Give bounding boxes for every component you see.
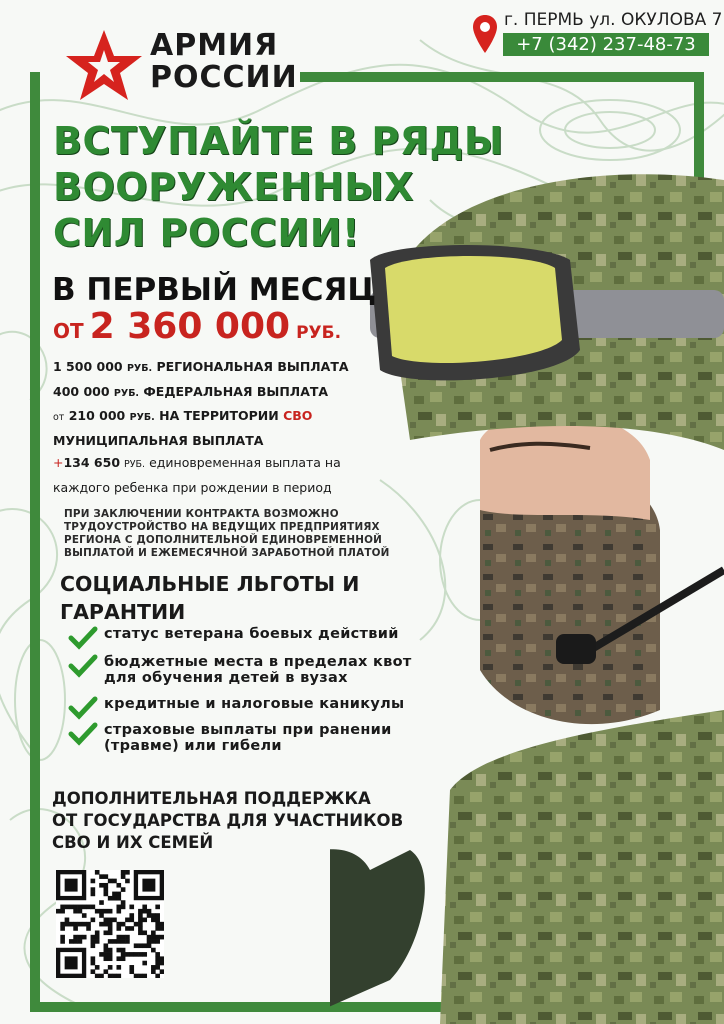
logo-line-1: АРМИЯ	[150, 28, 279, 63]
amount-currency: РУБ.	[296, 323, 342, 343]
payment-municipal: от 210 000 РУБ. НА ТЕРРИТОРИИ СВО	[53, 408, 313, 423]
frame-top-bar	[300, 72, 700, 82]
benefit-item: статус ветерана боевых действий	[68, 626, 458, 642]
payment-child-line2: каждого ребенка при рождении в период	[53, 479, 332, 495]
contract-note: ПРИ ЗАКЛЮЧЕНИИ КОНТРАКТА ВОЗМОЖНО ТРУДОУСТРОЙСТВО НА ВЕДУЩИХ ПРЕДПРИЯТИЯХ РЕГИОНА С ДОПОЛНИТЕЛЬНОЙ ЕДИНОВРЕМЕННОЙ ВЫПЛАТОЙ И ЕЖЕМЕСЯЧНОЙ ЗАРАБОТНОЙ ПЛАТОЙ	[64, 508, 390, 559]
checkmark-icon	[68, 722, 98, 746]
first-month-amount	[53, 306, 341, 347]
benefit-item: страховые выплаты при ранении (травме) или гибели	[68, 722, 458, 754]
payment-regional: 1 500 000 РУБ. РЕГИОНАЛЬНАЯ ВЫПЛАТА	[53, 359, 349, 374]
benefit-item: бюджетные места в пределах квот для обучения детей в вузах	[68, 654, 458, 686]
frame-left-bar	[30, 72, 40, 1012]
qr-code-icon[interactable]	[56, 870, 164, 978]
checkmark-icon	[68, 626, 98, 650]
benefit-item: кредитные и налоговые каникулы	[68, 696, 458, 712]
checkmark-icon	[68, 696, 98, 720]
address-text: г. ПЕРМЬ ул. ОКУЛОВА 7	[504, 10, 723, 30]
support-heading: ДОПОЛНИТЕЛЬНАЯ ПОДДЕРЖКА ОТ ГОСУДАРСТВА ДЛЯ УЧАСТНИКОВ СВО И ИХ СЕМЕЙ	[52, 789, 404, 852]
payments-list	[53, 356, 373, 499]
location-pin-icon	[472, 14, 498, 54]
amount-prefix: ОТ	[53, 319, 84, 343]
payment-municipal-line2: МУНИЦИПАЛЬНАЯ ВЫПЛАТА	[53, 432, 264, 448]
payment-child: +134 650 РУБ. единовременная выплата на	[53, 455, 341, 470]
payment-federal: 400 000 РУБ. ФЕДЕРАЛЬНАЯ ВЫПЛАТА	[53, 383, 329, 399]
logo-title	[150, 30, 298, 94]
benefits-list	[68, 626, 458, 764]
logo-line-2: РОССИИ	[150, 60, 298, 95]
first-month-title: В ПЕРВЫЙ МЕСЯЦ	[52, 272, 377, 308]
headline-line-3: СИЛ РОССИИ!	[53, 211, 360, 255]
headline	[53, 118, 504, 256]
checkmark-icon	[68, 654, 98, 678]
phone-number: +7 (342) 237-48-73	[503, 33, 709, 56]
soldier-photo	[330, 150, 724, 1024]
amount-value: 2 360 000	[89, 306, 291, 347]
headline-line-2: ВООРУЖЕННЫХ	[53, 165, 414, 209]
headline-line-1: ВСТУПАЙТЕ В РЯДЫ	[53, 119, 504, 163]
social-heading: СОЦИАЛЬНЫЕ ЛЬГОТЫ И ГАРАНТИИ	[60, 572, 360, 624]
